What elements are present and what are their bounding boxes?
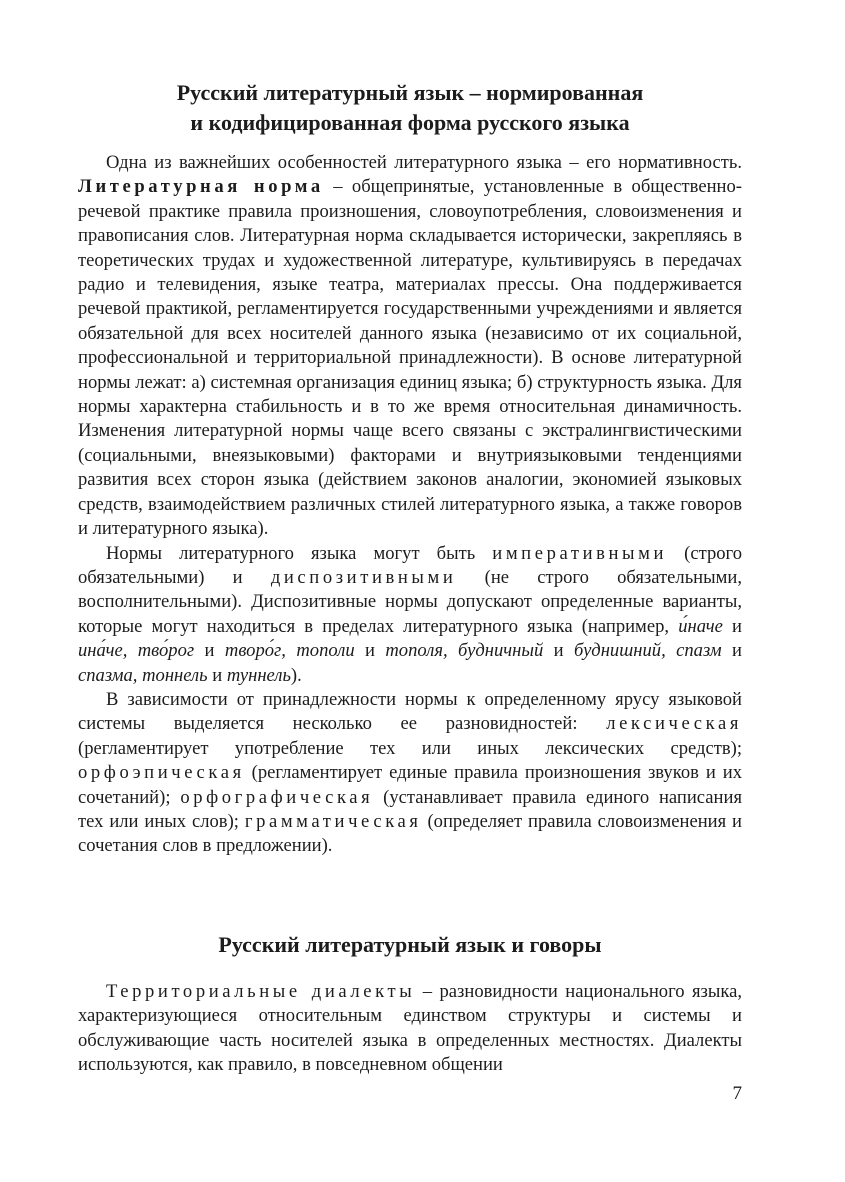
text-run: (регламентирует употребление тех или иных лексических средств);: [78, 737, 742, 759]
text-run: Нормы литературного языка могут быть: [106, 542, 493, 564]
example-word: творо́г, тополи: [224, 640, 355, 662]
text-run: Одна из важнейших особенностей литературного языка – его нормативность.: [106, 152, 742, 173]
text-run: – общепринятые, установленные в общественно-речевой практике правила произношения, словоупотребления, словоизменения и правописания слов. Литературная норма складывается исторически, закрепляясь в теоретических трудах и художественной литературе, культивируясь в передачах радио и телевидения, языке театра, материалах прессы. Она поддерживается речевой практикой, регламентируется государственными учреждениями и является обязательной для всех носителей данного языка (независимо от их социальной, профессиональной и территориальной принадлежности). В основе литературной нормы лежат: а) системная организация единиц языка; б) структурность языка. Для нормы характерна стабильность и в то же время относительная динамичность. Изменения литературной нормы чаще всего связаны с экстралингвистическими (социальными, внеязыковыми) факторами и внутриязыковыми тенденциями развития всех сторон языка (действием законов аналогии, экономией языковых средств, взаимодействием различных стилей литературного языка, а также говоров и литературного языка).: [78, 176, 743, 540]
page-number: 7: [732, 1083, 742, 1104]
term-dispositive: диспозитивными: [270, 566, 457, 588]
text-run: и: [543, 640, 574, 662]
example-word: туннель: [226, 664, 291, 686]
paragraph-norm-varieties: [78, 688, 742, 859]
text-run: и: [722, 615, 742, 637]
text-run: и: [194, 640, 225, 662]
example-word: ина́че, тво́рог: [78, 640, 195, 662]
title-line-2: и кодифицированная форма русского языка: [190, 110, 630, 135]
section-title-dialects: Русский литературный язык и говоры: [218, 932, 602, 957]
title-line-1: Русский литературный язык – нормированная: [176, 80, 644, 105]
term-literary-norm: Литературная норма: [78, 176, 324, 198]
term-orthographic: орфографическая: [180, 786, 374, 808]
section-body-dialects: [78, 980, 742, 1078]
section-body-literary-norm: [78, 151, 742, 859]
example-word: спазма, тоннель: [78, 664, 208, 686]
text-run: и: [207, 664, 227, 686]
example-word: и́наче: [678, 615, 723, 637]
text-run: и: [354, 640, 386, 662]
term-grammatical: грамматическая: [244, 810, 422, 832]
section-title-literary-norm: [78, 78, 742, 138]
term-orthoepic: орфоэпическая: [78, 762, 245, 784]
paragraph-norm-types: [78, 542, 742, 688]
text-run: (устанавливает правила единого написания тех или иных слов);: [78, 786, 742, 832]
text-run: ).: [290, 664, 302, 686]
paragraph-norm-definition: [78, 151, 742, 542]
text-run: и: [721, 640, 742, 662]
text-run: – разновидности национального языка, характеризующиеся относительным единством структуры и системы и обслуживающие часть носителей языка в определенных местностях. Диалекты используются, как правило, в повседневном общении: [78, 981, 742, 1076]
term-territorial-dialects: Территориальные диалекты: [106, 981, 416, 1002]
book-page: [78, 0, 742, 1182]
example-word: тополя, будничный: [385, 640, 544, 662]
text-run: (не строго обязательными, восполнительными). Диспозитивные нормы допускают определенные варианты, которые могут находиться в пределах литературного языка (например,: [78, 566, 742, 637]
text-run: (строго обязательными) и: [78, 542, 742, 588]
text-run: (определяет правила словоизменения и сочетания слов в предложении).: [78, 810, 742, 857]
paragraph-dialects: [78, 980, 742, 1078]
term-lexical: лексическая: [606, 713, 742, 735]
example-word: буднишний, спазм: [574, 640, 722, 662]
term-imperative: императивными: [492, 542, 668, 564]
text-run: В зависимости от принадлежности нормы к определенному ярусу языковой системы выделяется несколько ее разновидностей:: [78, 688, 742, 735]
text-run: (регламентирует единые правила произношения звуков и их сочетаний);: [78, 762, 742, 808]
